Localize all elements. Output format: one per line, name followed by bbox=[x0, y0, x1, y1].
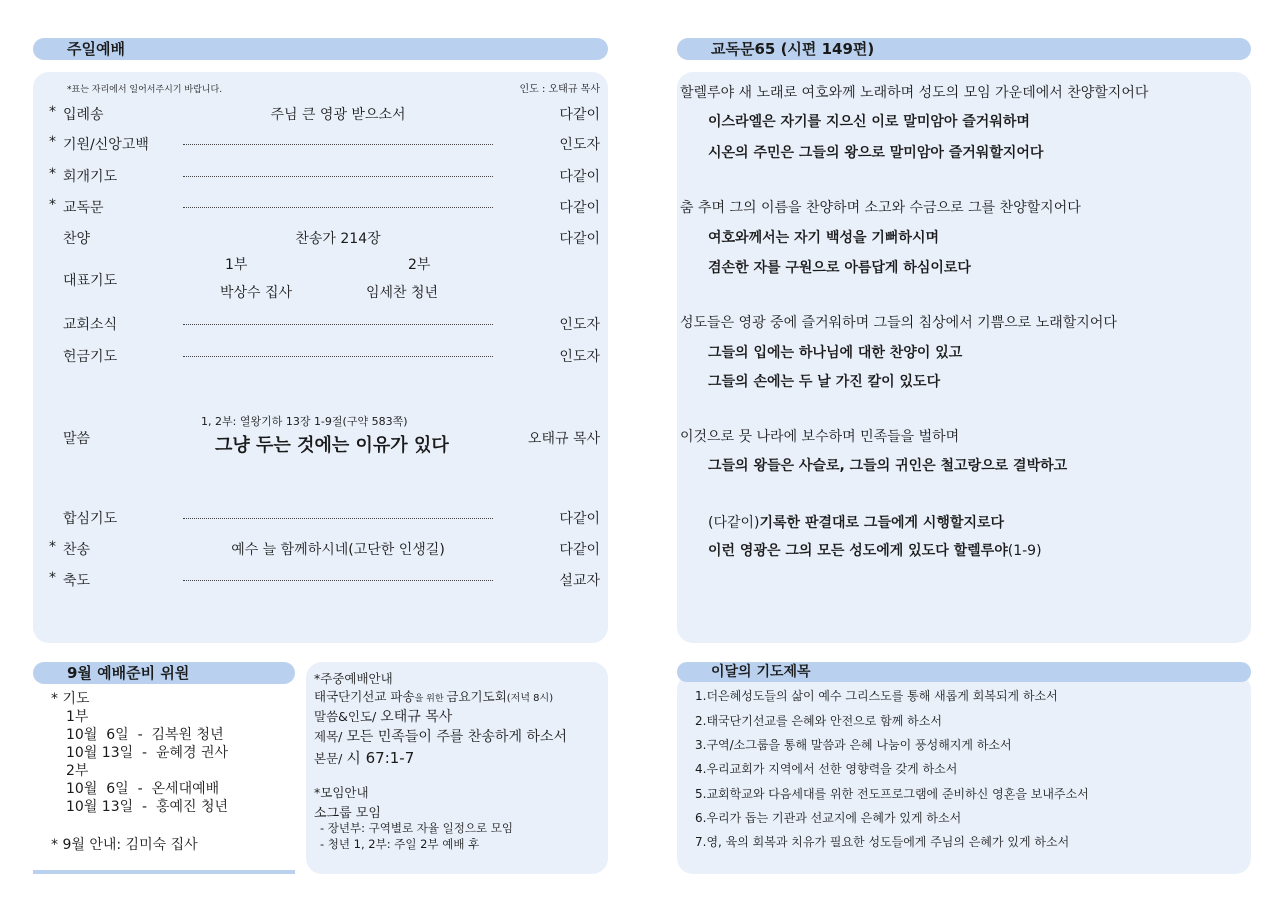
order-performer: 인도자 bbox=[559, 349, 600, 365]
dotted-leader bbox=[183, 356, 493, 357]
committee-section bbox=[33, 686, 295, 866]
order-row-invocation-creed bbox=[33, 132, 608, 154]
leader-line: 춤 추며 그의 이름을 찬양하며 소고와 수금으로 그를 찬양할지어다 bbox=[680, 200, 1081, 216]
order-label: 교회소식 bbox=[63, 317, 118, 333]
prayer-topic-item: 5.교회학교와 다음세대를 위한 전도프로그램에 준비하신 영혼을 보내주소서 bbox=[695, 787, 1089, 801]
order-row-offering-prayer bbox=[33, 344, 608, 366]
duty-item: 10월 6일 - 온세대예배 bbox=[66, 781, 220, 797]
guide-duty: * 9월 안내: 김미숙 집사 bbox=[51, 837, 198, 853]
prayer-topic-item: 6.우리가 돕는 기관과 선교지에 은혜가 있게 하소서 bbox=[695, 811, 962, 825]
prayer-topics-header bbox=[677, 662, 1251, 682]
order-label: 축도 bbox=[63, 573, 91, 589]
scripture-range: (1-9) bbox=[1007, 543, 1042, 559]
prayer-topic-item: 7.영, 육의 회복과 치유가 필요한 성도들에게 주님의 은혜가 있게 하소서 bbox=[695, 835, 1070, 849]
part2-label: 2부 bbox=[66, 763, 89, 779]
responsive-reading-panel bbox=[677, 72, 1251, 643]
worship-title: 주일예배 bbox=[67, 40, 125, 58]
order-row-unison-prayer bbox=[33, 506, 608, 528]
standing-mark: * bbox=[49, 104, 56, 120]
worship-leader: 인도 : 오태규 목사 bbox=[519, 84, 600, 95]
order-row-church-news bbox=[33, 312, 608, 334]
congregation-line: 그들의 입에는 하나님에 대한 찬양이 있고 bbox=[708, 345, 963, 361]
order-performer: 다같이 bbox=[559, 107, 600, 123]
sermon-scripture: 1, 2부: 열왕기하 13장 1-9절(구약 583쪽) bbox=[201, 415, 408, 428]
mission-text-small: 을 위한 bbox=[414, 694, 447, 704]
order-label: 헌금기도 bbox=[63, 349, 118, 365]
duty-item: 10월 6일 - 김복원 청년 bbox=[66, 727, 224, 743]
congregation-line: 여호와께서는 자기 백성을 기뻐하시며 bbox=[708, 230, 940, 246]
dotted-leader bbox=[183, 207, 493, 208]
order-content: 찬송가 214장 bbox=[295, 231, 381, 247]
responsive-reading-header bbox=[677, 38, 1251, 60]
order-label: 찬송 bbox=[63, 542, 91, 558]
order-label: 찬양 bbox=[63, 231, 91, 247]
standing-mark: * bbox=[49, 539, 56, 555]
order-performer: 인도자 bbox=[559, 137, 600, 153]
congregation-line: 겸손한 자를 구원으로 아름답게 하심이로다 bbox=[708, 260, 971, 276]
order-row-responsive-reading bbox=[33, 195, 608, 217]
weekday-heading: *주중예배안내 bbox=[314, 671, 393, 686]
standing-mark: * bbox=[49, 197, 56, 213]
text-ref: 시 67:1-7 bbox=[346, 749, 415, 767]
dotted-leader bbox=[183, 518, 493, 519]
dotted-leader bbox=[183, 324, 493, 325]
order-row-repentance-prayer bbox=[33, 164, 608, 186]
weekday-info-panel bbox=[306, 662, 608, 874]
meeting-title: 소그룹 모임 bbox=[314, 806, 381, 821]
order-label: 회개기도 bbox=[63, 169, 118, 185]
order-performer: 다같이 bbox=[559, 169, 600, 185]
together-line-2 bbox=[708, 540, 1042, 560]
prayer-duty-label: * 기도 bbox=[51, 691, 90, 707]
order-row-hymn bbox=[33, 537, 608, 559]
together-line-1 bbox=[708, 512, 1004, 532]
order-performer: 인도자 bbox=[559, 317, 600, 333]
congregation-line: 그들의 왕들은 사슬로, 그들의 귀인은 철고랑으로 결박하고 bbox=[708, 458, 1068, 474]
text-label: 본문/ bbox=[314, 751, 347, 766]
theme-text: 모든 민족들이 주를 찬송하게 하소서 bbox=[346, 729, 568, 745]
order-label: 교독문 bbox=[63, 200, 104, 216]
prayer-topics-panel bbox=[677, 674, 1251, 874]
worship-order-panel bbox=[33, 72, 608, 643]
prayer-topic-item: 4.우리교회가 지역에서 선한 영향력을 갖게 하소서 bbox=[695, 762, 958, 776]
friday-prayer-time: (저녁 8시) bbox=[506, 693, 554, 704]
prayer-topic-item: 2.태국단기선교를 은혜와 안전으로 함께 하소서 bbox=[695, 714, 942, 728]
order-performer: 다같이 bbox=[559, 542, 600, 558]
order-performer: 다같이 bbox=[559, 200, 600, 216]
dotted-leader bbox=[183, 580, 493, 581]
order-performer: 다같이 bbox=[559, 231, 600, 247]
committee-header bbox=[33, 662, 295, 684]
order-label: 합심기도 bbox=[63, 511, 118, 527]
friday-prayer-name: 금요기도회 bbox=[446, 689, 507, 704]
rep-prayer-label: 대표기도 bbox=[63, 273, 118, 289]
mission-text: 태국단기선교 파송 bbox=[314, 689, 415, 704]
order-row-benediction bbox=[33, 568, 608, 590]
friday-prayer-line bbox=[314, 687, 553, 705]
leader-line: 할렐루야 새 노래로 여호와께 노래하며 성도의 모임 가운데에서 찬양할지어다 bbox=[680, 85, 1149, 101]
sermon-label: 말씀 bbox=[63, 431, 91, 447]
theme-label: 제목/ bbox=[314, 729, 347, 744]
rep-prayer-name1: 박상수 집사 bbox=[220, 285, 293, 301]
rep-prayer-name2: 임세찬 청년 bbox=[366, 285, 439, 301]
committee-bottom-rule bbox=[33, 870, 295, 874]
leader-line: 이것으로 뭇 나라에 보수하며 민족들을 벌하며 bbox=[680, 429, 960, 445]
worship-header bbox=[33, 38, 608, 60]
prayer-topic-item: 3.구역/소그룹을 통해 말씀과 은혜 나눔이 풍성해지게 하소서 bbox=[695, 738, 1012, 752]
standing-mark: * bbox=[49, 166, 56, 182]
dotted-leader bbox=[183, 176, 493, 177]
standing-mark: * bbox=[49, 134, 56, 150]
order-performer: 다같이 bbox=[559, 511, 600, 527]
congregation-line: 이스라엘은 자기를 지으신 이로 말미암아 즐거워하며 bbox=[708, 114, 1030, 130]
rep-prayer-part2: 2부 bbox=[408, 257, 431, 273]
order-row-praise bbox=[33, 226, 608, 248]
standing-mark: * bbox=[49, 570, 56, 586]
sermon-title: 그냥 두는 것에는 이유가 있다 bbox=[215, 435, 449, 456]
together-prefix: (다같이) bbox=[708, 515, 760, 531]
congregation-line: 그들의 손에는 두 날 가진 칼이 있도다 bbox=[708, 374, 941, 390]
together-text: 이런 영광은 그의 모든 성도에게 있도다 할렐루야 bbox=[708, 543, 1008, 559]
together-text: 기록한 판결대로 그들에게 시행할지로다 bbox=[759, 515, 1005, 531]
congregation-line: 시온의 주민은 그들의 왕으로 말미암아 즐거워할지어다 bbox=[708, 145, 1044, 161]
theme-line bbox=[314, 726, 567, 746]
text-line bbox=[314, 747, 414, 768]
prayer-topics-title: 이달의 기도제목 bbox=[711, 664, 811, 680]
meeting-item: - 장년부: 구역별로 자율 일정으로 모임 bbox=[320, 821, 513, 835]
order-label: 기원/신앙고백 bbox=[63, 137, 149, 153]
committee-title: 9월 예배준비 위원 bbox=[67, 664, 190, 682]
preacher-label: 말씀&인도/ bbox=[314, 709, 381, 724]
order-label: 입례송 bbox=[63, 107, 104, 123]
responsive-reading-title: 교독문65 (시편 149편) bbox=[711, 40, 875, 58]
prayer-topic-item: 1.더은혜성도들의 삶이 예수 그리스도를 통해 새롭게 회복되게 하소서 bbox=[695, 689, 1058, 703]
dotted-leader bbox=[183, 144, 493, 145]
order-performer: 설교자 bbox=[559, 573, 600, 589]
meeting-item: - 청년 1, 2부: 주일 2부 예배 후 bbox=[320, 837, 480, 851]
preacher-line bbox=[314, 706, 452, 726]
part1-label: 1부 bbox=[66, 709, 89, 725]
order-row-entrance-song bbox=[33, 102, 608, 124]
duty-item: 10월 13일 - 홍예진 청년 bbox=[66, 799, 229, 815]
meeting-heading: *모임안내 bbox=[314, 785, 369, 800]
order-content: 주님 큰 영광 받으소서 bbox=[270, 107, 406, 123]
rep-prayer-part1: 1부 bbox=[225, 257, 248, 273]
standing-note: *표는 자리에서 일어서주시기 바랍니다. bbox=[67, 85, 223, 95]
sermon-preacher: 오태규 목사 bbox=[527, 431, 600, 447]
order-content: 예수 늘 함께하시네(고단한 인생길) bbox=[231, 542, 445, 558]
leader-line: 성도들은 영광 중에 즐거워하며 그들의 침상에서 기쁨으로 노래할지어다 bbox=[680, 315, 1117, 331]
preacher-name: 오태규 목사 bbox=[380, 709, 453, 725]
duty-item: 10월 13일 - 윤혜경 권사 bbox=[66, 745, 229, 761]
